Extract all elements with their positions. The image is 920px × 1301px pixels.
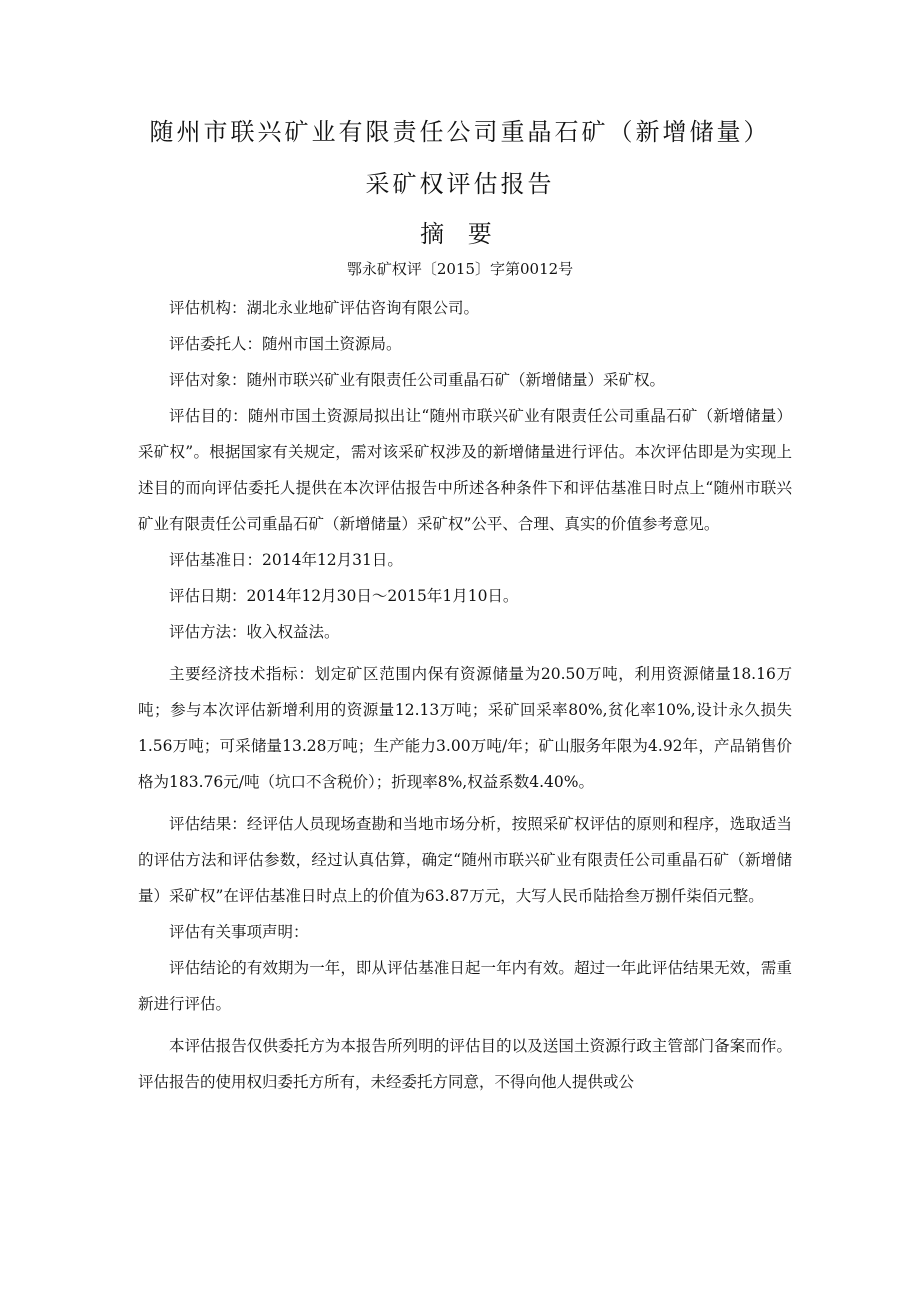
paragraph-validity: 评估结论的有效期为一年，即从评估基准日起一年内有效。超过一年此评估结果无效，需重新进行评估。 [138, 959, 792, 1013]
paragraph-indicators: 主要经济技术指标：划定矿区范围内保有资源储量为20.50万吨，利用资源储量18.16万吨；参与本次评估新增利用的资源量12.13万吨；采矿回采率80%,贫化率10%,设计永久损失1.56万吨；可采储量13.28万吨；生产能力3.00万吨/年；矿山服务年限为4.92年，产品销售价格为183.76元/吨（坑口不含税价）；折现率8%,权益系数4.40%。 [138, 665, 792, 791]
paragraph-client: 评估委托人：随州市国土资源局。 [169, 335, 402, 353]
document-number: 鄂永矿权评〔2015〕字第0012号 [346, 260, 574, 278]
paragraph-result: 评估结果：经评估人员现场查勘和当地市场分析，按照采矿权评估的原则和程序，选取适当的评估方法和评估参数，经过认真估算，确定“随州市联兴矿业有限责任公司重晶石矿（新增储量）采矿权”在评估基准日时点上的价值为63.87万元，大写人民币陆拾叁万捌仟柒佰元整。 [138, 815, 792, 905]
paragraph-object: 评估对象：随州市联兴矿业有限责任公司重晶石矿（新增储量）采矿权。 [169, 371, 666, 389]
abstract-heading: 摘 要 [420, 220, 500, 248]
paragraph-statement-heading: 评估有关事项声明： [169, 923, 309, 941]
paragraph-usage: 本评估报告仅供委托方为本报告所列明的评估目的以及送国土资源行政主管部门备案而作。评估报告的使用权归委托方所有，未经委托方同意，不得向他人提供或公 [138, 1037, 792, 1091]
paragraph-evaluator: 评估机构：湖北永业地矿评估咨询有限公司。 [169, 299, 480, 317]
paragraph-evaluation-date: 评估日期：2014年12月30日～2015年1月10日。 [169, 587, 519, 605]
paragraph-purpose: 评估目的：随州市国土资源局拟出让“随州市联兴矿业有限责任公司重晶石矿（新增储量）采矿权”。根据国家有关规定，需对该采矿权涉及的新增储量进行评估。本次评估即是为实现上述目的而向评估委托人提供在本次评估报告中所述各种条件下和评估基准日时点上“随州市联兴矿业有限责任公司重晶石矿（新增储量）采矿权”公平、合理、真实的价值参考意见。 [138, 407, 792, 533]
abstract-body [138, 290, 792, 1100]
report-subtitle: 采矿权评估报告 [365, 170, 555, 198]
paragraph-base-date: 评估基准日：2014年12月31日。 [169, 551, 403, 569]
report-title: 随州市联兴矿业有限责任公司重晶石矿（新增储量） [149, 118, 771, 146]
paragraph-method: 评估方法：收入权益法。 [169, 623, 340, 641]
